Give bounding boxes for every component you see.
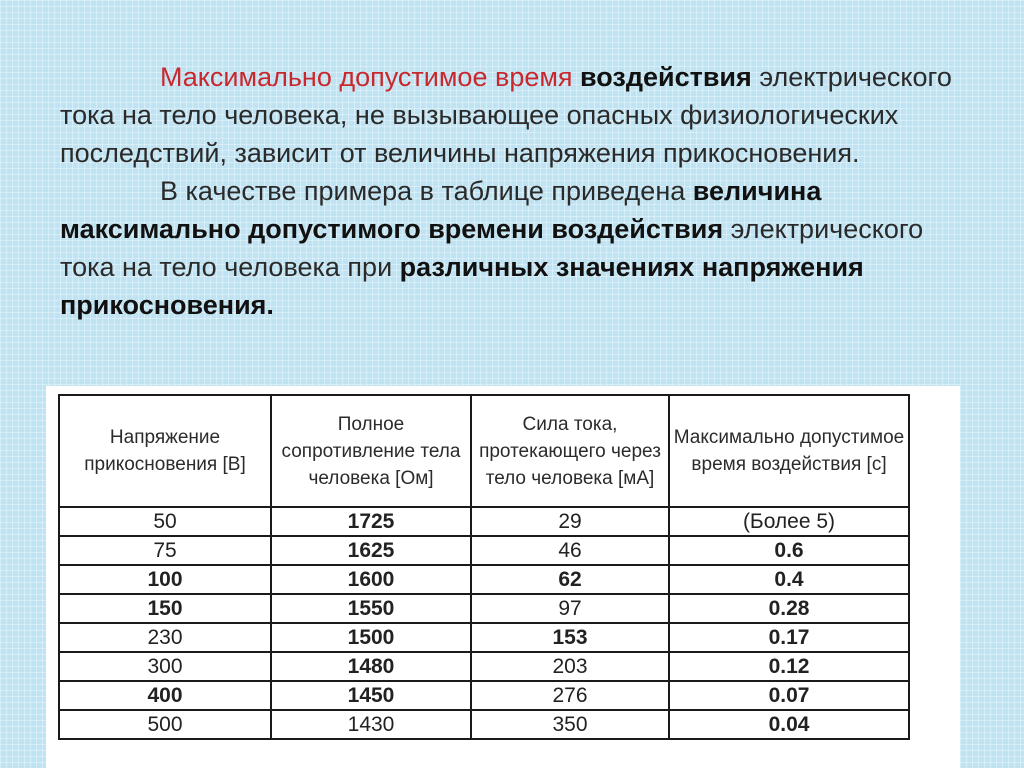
cell-voltage: 400 — [59, 681, 271, 710]
cell-resistance: 1625 — [271, 536, 471, 565]
cell-voltage: 50 — [59, 507, 271, 536]
cell-max-time: 0.04 — [669, 710, 909, 739]
cell-current: 203 — [471, 652, 669, 681]
cell-voltage: 75 — [59, 536, 271, 565]
table-row — [59, 565, 909, 594]
paragraph-1-red-text: Максимально допустимое время — [160, 62, 573, 92]
cell-resistance: 1450 — [271, 681, 471, 710]
paragraph-2-bold-2: различных значениях напряжения прикосновения. — [60, 252, 864, 320]
cell-max-time: 0.6 — [669, 536, 909, 565]
cell-current: 153 — [471, 623, 669, 652]
cell-current: 350 — [471, 710, 669, 739]
table-row — [59, 710, 909, 739]
cell-current: 97 — [471, 594, 669, 623]
cell-voltage: 500 — [59, 710, 271, 739]
paragraph-2 — [60, 172, 980, 324]
header-current: Сила тока, протекающего через тело человека [мА] — [471, 395, 669, 507]
cell-resistance: 1600 — [271, 565, 471, 594]
header-resistance: Полное сопротивление тела человека [Ом] — [271, 395, 471, 507]
cell-max-time: 0.12 — [669, 652, 909, 681]
header-voltage: Напряжение прикосновения [В] — [59, 395, 271, 507]
cell-current: 46 — [471, 536, 669, 565]
cell-max-time: 0.28 — [669, 594, 909, 623]
table-header-row — [59, 395, 909, 507]
table-row — [59, 652, 909, 681]
paragraph-1-text: электрического тока на тело человека, не вызывающее опасных физиологических последствий, зависит от величины напряжения прикосновения. — [60, 62, 952, 168]
paragraph-2-text-1: В качестве примера в таблице приведена — [160, 176, 686, 206]
table-row — [59, 594, 909, 623]
cell-resistance: 1430 — [271, 710, 471, 739]
cell-voltage: 100 — [59, 565, 271, 594]
cell-max-time: (Более 5) — [669, 507, 909, 536]
text-block — [60, 58, 980, 324]
paragraph-2-text-2: электрического тока на тело человека при — [60, 214, 924, 282]
cell-voltage: 230 — [59, 623, 271, 652]
cell-voltage: 150 — [59, 594, 271, 623]
cell-current: 276 — [471, 681, 669, 710]
table-row — [59, 623, 909, 652]
cell-max-time: 0.17 — [669, 623, 909, 652]
table-panel — [46, 386, 960, 768]
cell-resistance: 1480 — [271, 652, 471, 681]
cell-max-time: 0.4 — [669, 565, 909, 594]
cell-resistance: 1550 — [271, 594, 471, 623]
paragraph-1 — [60, 58, 980, 172]
cell-resistance: 1500 — [271, 623, 471, 652]
table-row — [59, 507, 909, 536]
cell-current: 29 — [471, 507, 669, 536]
cell-max-time: 0.07 — [669, 681, 909, 710]
table-row — [59, 536, 909, 565]
cell-voltage: 300 — [59, 652, 271, 681]
cell-resistance: 1725 — [271, 507, 471, 536]
table-row — [59, 681, 909, 710]
cell-current: 62 — [471, 565, 669, 594]
header-max-time: Максимально допустимое время воздействия [с] — [669, 395, 909, 507]
data-table — [58, 394, 910, 740]
paragraph-1-bold-text: воздействия — [580, 62, 752, 92]
paragraph-2-bold-1: величина максимально допустимого времени воздействия — [60, 176, 822, 244]
